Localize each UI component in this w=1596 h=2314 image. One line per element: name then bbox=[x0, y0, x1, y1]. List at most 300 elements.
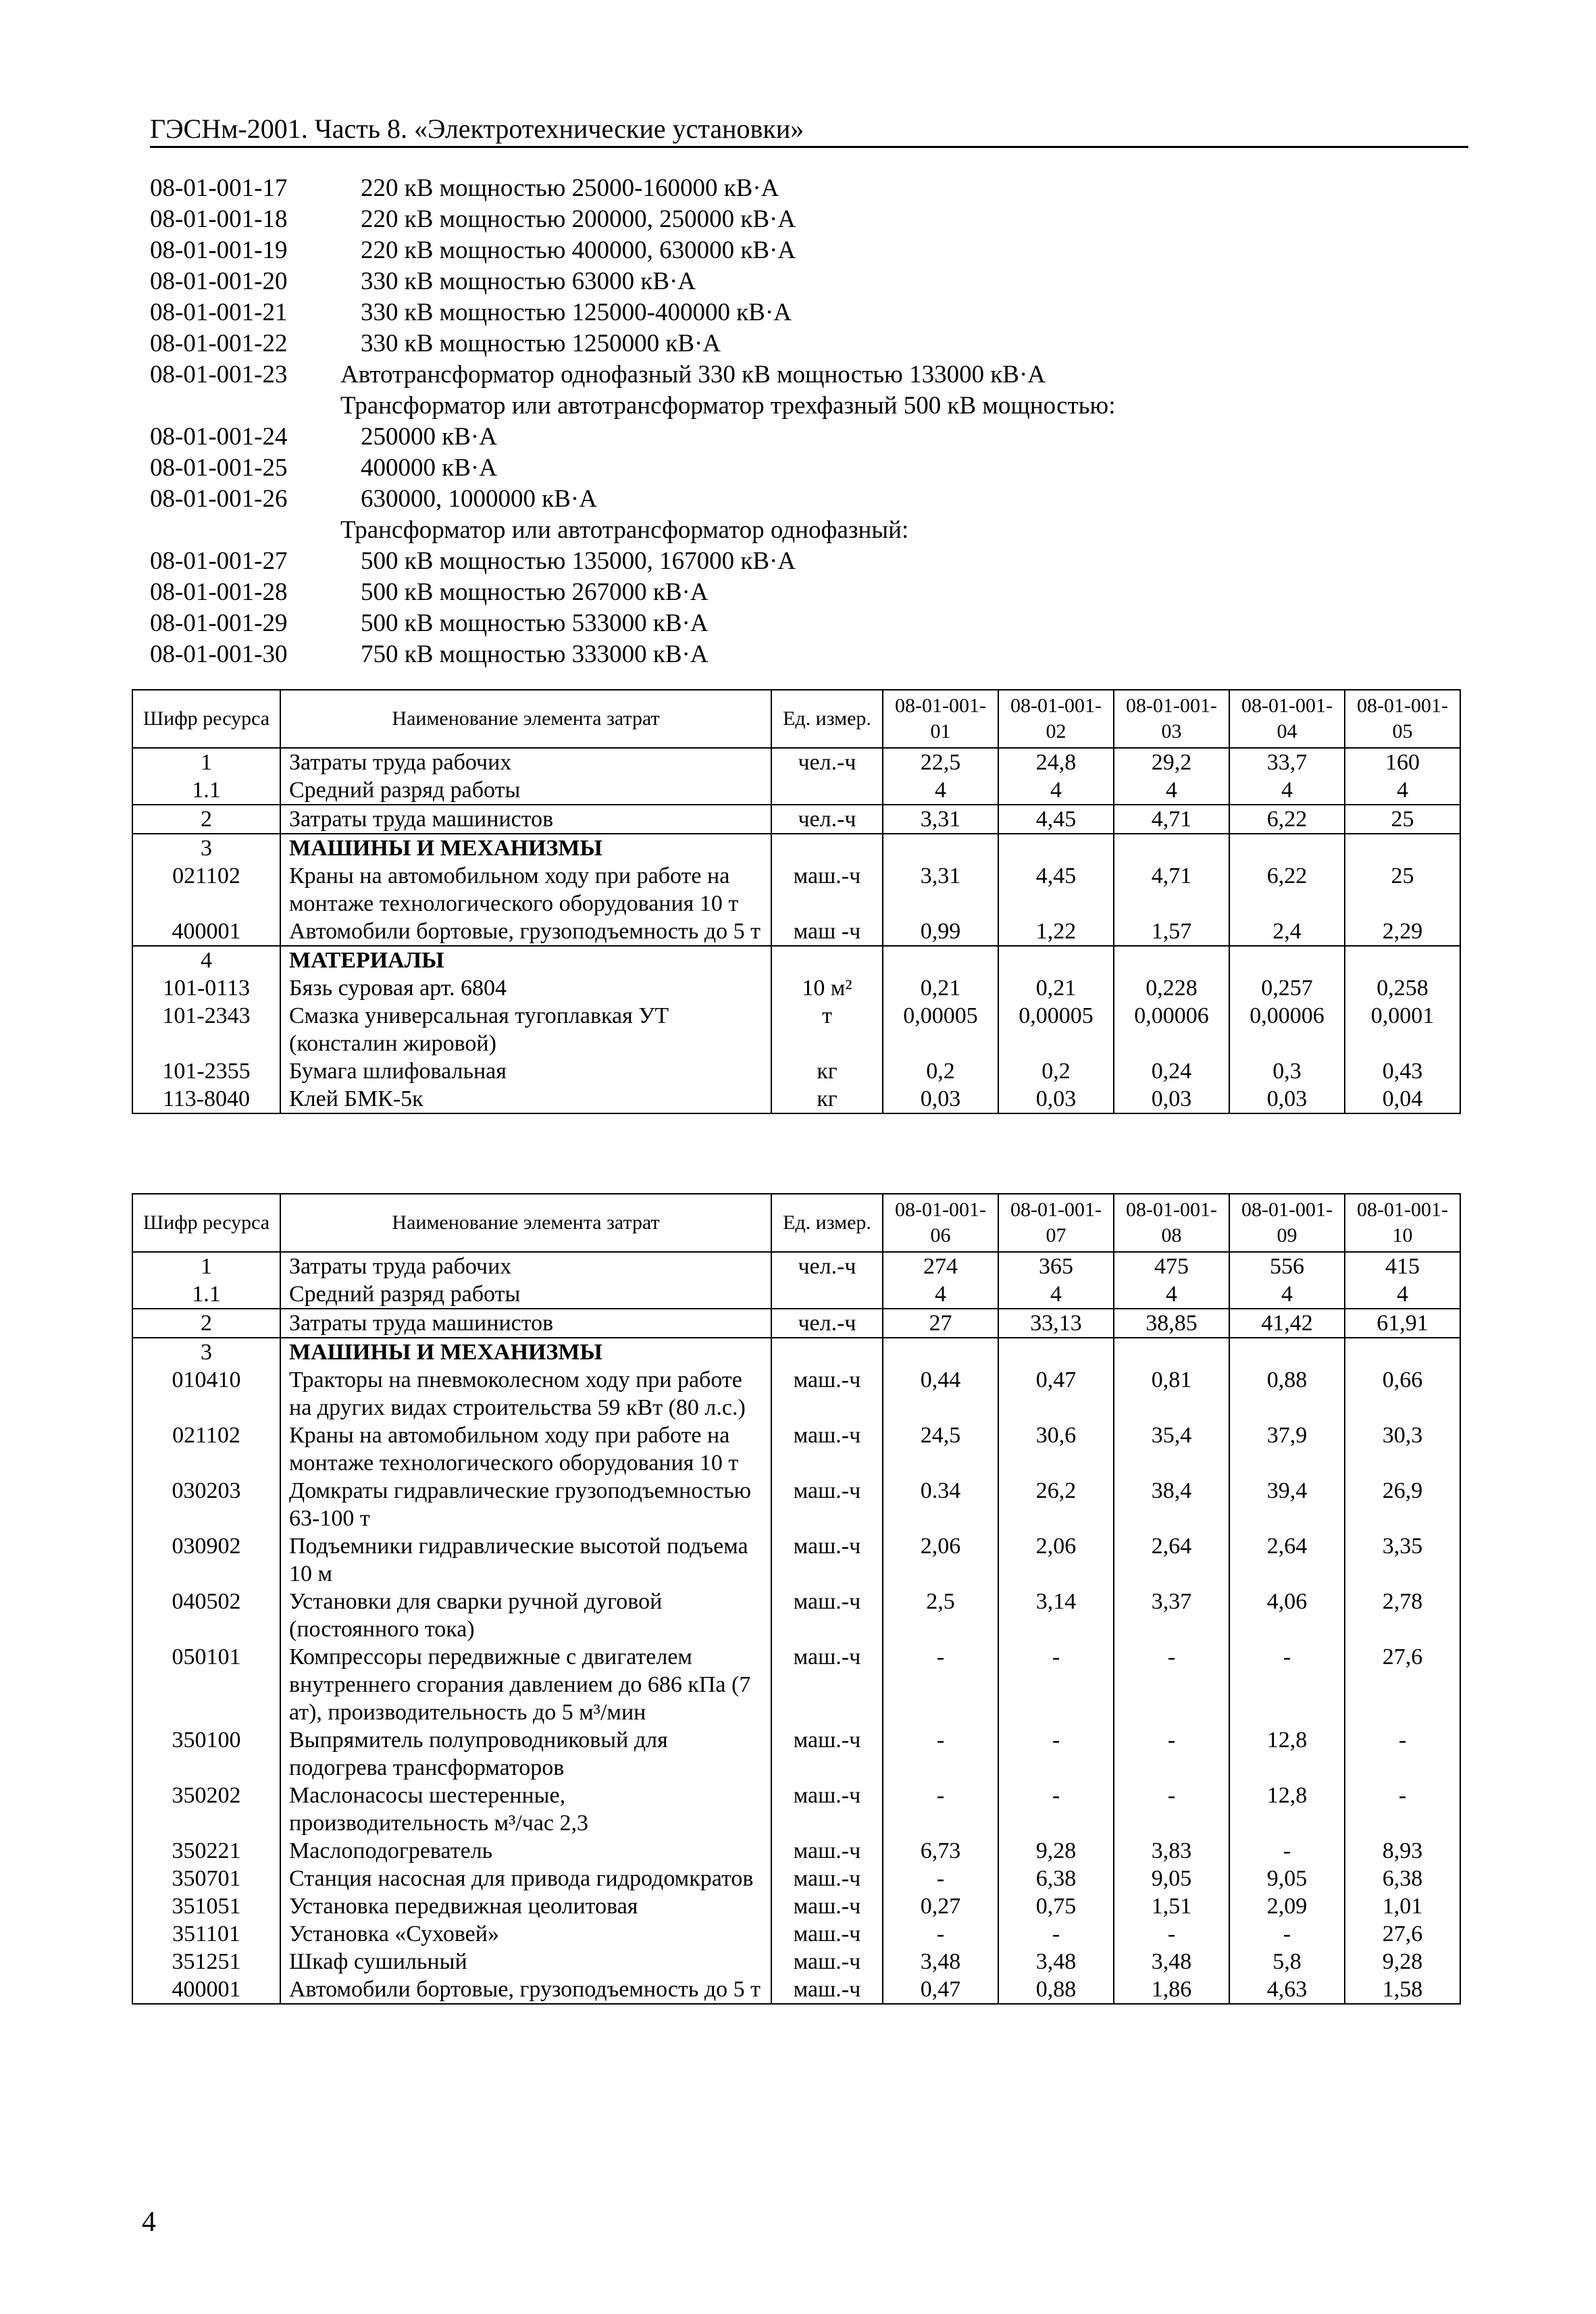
value-cell: 33,13 bbox=[998, 1309, 1114, 1338]
resource-code-cell: 030203 bbox=[132, 1477, 280, 1532]
table-row bbox=[132, 862, 1460, 917]
value-cell: 38,4 bbox=[1114, 1477, 1229, 1532]
value-cell: - bbox=[883, 1920, 998, 1948]
code-list-item bbox=[150, 173, 1474, 204]
resource-code-cell: 1 bbox=[132, 748, 280, 776]
table-row bbox=[132, 1920, 1460, 1948]
header-norm-code: 08-01-001-06 bbox=[883, 1194, 998, 1252]
header-name: Наименование элемента затрат bbox=[280, 1194, 771, 1252]
value-cell: 0,2 bbox=[998, 1057, 1114, 1085]
value-cell: - bbox=[883, 1726, 998, 1782]
unit-cell: маш -ч bbox=[771, 917, 883, 946]
value-cell: - bbox=[1345, 1726, 1460, 1782]
table-row bbox=[132, 1002, 1460, 1057]
norm-code: 08-01-001-28 bbox=[150, 578, 288, 606]
value-cell: 27,6 bbox=[1345, 1920, 1460, 1948]
norm-code: 08-01-001-17 bbox=[150, 174, 288, 202]
norm-description: Трансформатор или автотрансформатор трехфазный 500 кВ мощностью: bbox=[340, 392, 1116, 420]
cost-element-name-cell: Автомобили бортовые, грузоподъемность до 5 т bbox=[280, 917, 771, 946]
value-cell: 2,5 bbox=[883, 1588, 998, 1643]
value-cell bbox=[998, 834, 1114, 862]
cost-element-name-cell: Краны на автомобильном ходу при работе на монтаже технологического оборудования 10 т bbox=[280, 862, 771, 917]
header-unit: Ед. измер. bbox=[771, 1194, 883, 1252]
table-row bbox=[132, 974, 1460, 1002]
value-cell: 0,2 bbox=[883, 1057, 998, 1085]
unit-cell: чел.-ч bbox=[771, 1309, 883, 1338]
code-list-item bbox=[150, 453, 1474, 484]
value-cell: 4 bbox=[883, 776, 998, 805]
value-cell: 2,06 bbox=[883, 1532, 998, 1588]
section-row bbox=[132, 834, 1460, 862]
header-rule bbox=[150, 146, 1468, 148]
value-cell: 3,37 bbox=[1114, 1588, 1229, 1643]
value-cell: 1,51 bbox=[1114, 1892, 1229, 1920]
value-cell: 4,06 bbox=[1229, 1588, 1345, 1643]
value-cell: 33,7 bbox=[1229, 748, 1345, 776]
table-row bbox=[132, 805, 1460, 834]
value-cell: 12,8 bbox=[1229, 1726, 1345, 1782]
value-cell: 1,86 bbox=[1114, 1976, 1229, 2004]
cost-element-name-cell: Смазка универсальная тугоплавкая УТ (консталин жировой) bbox=[280, 1002, 771, 1057]
value-cell: 0,88 bbox=[998, 1976, 1114, 2004]
value-cell: 0,03 bbox=[998, 1085, 1114, 1113]
code-list-item bbox=[150, 422, 1474, 453]
value-cell: 4,71 bbox=[1114, 862, 1229, 917]
value-cell bbox=[883, 834, 998, 862]
header-unit: Ед. измер. bbox=[771, 690, 883, 748]
table-row bbox=[132, 1532, 1460, 1588]
unit-cell: маш.-ч bbox=[771, 1782, 883, 1837]
value-cell: 9,05 bbox=[1229, 1865, 1345, 1892]
value-cell: - bbox=[883, 1865, 998, 1892]
unit-cell: т bbox=[771, 1002, 883, 1057]
value-cell: 0.34 bbox=[883, 1477, 998, 1532]
header-norm-code: 08-01-001-01 bbox=[883, 690, 998, 748]
value-cell: 26,9 bbox=[1345, 1477, 1460, 1532]
value-cell: 29,2 bbox=[1114, 748, 1229, 776]
value-cell: 3,14 bbox=[998, 1588, 1114, 1643]
norm-description: 220 кВ мощностью 200000, 250000 кВ·А bbox=[361, 205, 796, 233]
value-cell: 1,58 bbox=[1345, 1976, 1460, 2004]
value-cell: 6,38 bbox=[1345, 1865, 1460, 1892]
value-cell: 3,48 bbox=[1114, 1948, 1229, 1976]
value-cell: 4 bbox=[1114, 1280, 1229, 1309]
norm-code: 08-01-001-21 bbox=[150, 299, 288, 326]
resource-code-cell: 3 bbox=[132, 1338, 280, 1366]
value-cell: 5,8 bbox=[1229, 1948, 1345, 1976]
value-cell: 30,6 bbox=[998, 1422, 1114, 1477]
unit-cell: кг bbox=[771, 1057, 883, 1085]
table-row bbox=[132, 1422, 1460, 1477]
value-cell: 2,4 bbox=[1229, 917, 1345, 946]
resource-code-cell: 351051 bbox=[132, 1892, 280, 1920]
resource-code-cell: 040502 bbox=[132, 1588, 280, 1643]
unit-cell: маш.-ч bbox=[771, 1532, 883, 1588]
resource-code-cell: 351101 bbox=[132, 1920, 280, 1948]
resource-code-cell: 350202 bbox=[132, 1782, 280, 1837]
header-norm-code: 08-01-001-05 bbox=[1345, 690, 1460, 748]
norm-code: 08-01-001-22 bbox=[150, 330, 288, 357]
cost-element-name-cell: Выпрямитель полупроводниковый для подогрева трансформаторов bbox=[280, 1726, 771, 1782]
norm-description: 250000 кВ·А bbox=[361, 423, 497, 451]
resource-code-cell: 010410 bbox=[132, 1366, 280, 1422]
value-cell: 0,88 bbox=[1229, 1366, 1345, 1422]
unit-cell: маш.-ч bbox=[771, 1643, 883, 1726]
resource-code-cell: 350100 bbox=[132, 1726, 280, 1782]
cost-element-name-cell: Маслоподогреватель bbox=[280, 1837, 771, 1865]
value-cell: 41,42 bbox=[1229, 1309, 1345, 1338]
value-cell: - bbox=[998, 1643, 1114, 1726]
cost-element-name-cell: Бязь суровая арт. 6804 bbox=[280, 974, 771, 1002]
value-cell bbox=[1114, 834, 1229, 862]
value-cell: 9,05 bbox=[1114, 1865, 1229, 1892]
unit-cell: маш.-ч bbox=[771, 1366, 883, 1422]
unit-cell: маш.-ч bbox=[771, 1892, 883, 1920]
value-cell: 0,81 bbox=[1114, 1366, 1229, 1422]
unit-cell: чел.-ч bbox=[771, 805, 883, 834]
table-row bbox=[132, 1366, 1460, 1422]
norm-description: 220 кВ мощностью 400000, 630000 кВ·А bbox=[361, 236, 796, 264]
unit-cell: маш.-ч bbox=[771, 1422, 883, 1477]
code-list-item bbox=[150, 328, 1474, 359]
table-row bbox=[132, 1477, 1460, 1532]
value-cell: 61,91 bbox=[1345, 1309, 1460, 1338]
cost-element-name-cell: Краны на автомобильном ходу при работе на монтаже технологического оборудования 10 т bbox=[280, 1422, 771, 1477]
table-row bbox=[132, 1726, 1460, 1782]
table-row bbox=[132, 1976, 1460, 2004]
value-cell: 9,28 bbox=[1345, 1948, 1460, 1976]
value-cell: 3,83 bbox=[1114, 1837, 1229, 1865]
value-cell: - bbox=[998, 1920, 1114, 1948]
value-cell: 0,27 bbox=[883, 1892, 998, 1920]
value-cell: 0,47 bbox=[998, 1366, 1114, 1422]
cost-element-name-cell: Клей БМК-5к bbox=[280, 1085, 771, 1113]
unit-cell: маш.-ч bbox=[771, 1865, 883, 1892]
value-cell: 25 bbox=[1345, 862, 1460, 917]
header-code: Шифр ресурса bbox=[132, 1194, 280, 1252]
header-norm-code: 08-01-001-07 bbox=[998, 1194, 1114, 1252]
unit-cell bbox=[771, 1338, 883, 1366]
norm-code: 08-01-001-24 bbox=[150, 423, 288, 451]
value-cell: 4 bbox=[883, 1280, 998, 1309]
page-header: ГЭСНм-2001. Часть 8. «Электротехнические установки» bbox=[150, 114, 804, 144]
code-list-item bbox=[150, 484, 1474, 515]
code-list-item bbox=[150, 639, 1474, 670]
unit-cell: 10 м² bbox=[771, 974, 883, 1002]
value-cell: 12,8 bbox=[1229, 1782, 1345, 1837]
code-list-item bbox=[150, 235, 1474, 266]
value-cell: - bbox=[1114, 1920, 1229, 1948]
value-cell: 274 bbox=[883, 1252, 998, 1280]
table-row bbox=[132, 1588, 1460, 1643]
value-cell: 0,3 bbox=[1229, 1057, 1345, 1085]
value-cell: 0,47 bbox=[883, 1976, 998, 2004]
norm-code: 08-01-001-27 bbox=[150, 547, 288, 575]
value-cell: 1,57 bbox=[1114, 917, 1229, 946]
resource-code-cell: 021102 bbox=[132, 862, 280, 917]
value-cell: 0,03 bbox=[1114, 1085, 1229, 1113]
unit-cell: чел.-ч bbox=[771, 748, 883, 776]
value-cell: - bbox=[1229, 1837, 1345, 1865]
value-cell: 2,78 bbox=[1345, 1588, 1460, 1643]
norm-description: 330 кВ мощностью 125000-400000 кВ·А bbox=[361, 299, 792, 326]
resource-code-cell: 030902 bbox=[132, 1532, 280, 1588]
value-cell: - bbox=[1114, 1643, 1229, 1726]
unit-cell: маш.-ч bbox=[771, 1920, 883, 1948]
norm-code-list bbox=[150, 173, 1474, 670]
value-cell: 4 bbox=[1345, 1280, 1460, 1309]
value-cell: 0,24 bbox=[1114, 1057, 1229, 1085]
cost-element-name-cell: Бумага шлифовальная bbox=[280, 1057, 771, 1085]
value-cell: 0,00005 bbox=[883, 1002, 998, 1057]
table-row bbox=[132, 1782, 1460, 1837]
value-cell: - bbox=[1114, 1726, 1229, 1782]
value-cell: - bbox=[1229, 1643, 1345, 1726]
table-row bbox=[132, 1948, 1460, 1976]
code-list-item bbox=[150, 546, 1474, 577]
unit-cell bbox=[771, 1280, 883, 1309]
value-cell: 4 bbox=[1114, 776, 1229, 805]
value-cell: 556 bbox=[1229, 1252, 1345, 1280]
cost-element-name-cell: МАШИНЫ И МЕХАНИЗМЫ bbox=[280, 834, 771, 862]
value-cell: 0,03 bbox=[883, 1085, 998, 1113]
value-cell: - bbox=[1229, 1920, 1345, 1948]
value-cell: 27 bbox=[883, 1309, 998, 1338]
code-list-item bbox=[150, 266, 1474, 297]
code-list-item bbox=[150, 359, 1474, 391]
value-cell: 2,09 bbox=[1229, 1892, 1345, 1920]
value-cell: 1,01 bbox=[1345, 1892, 1460, 1920]
value-cell bbox=[1345, 946, 1460, 974]
header-norm-code: 08-01-001-08 bbox=[1114, 1194, 1229, 1252]
resource-table-2 bbox=[132, 1193, 1461, 2005]
value-cell: 3,31 bbox=[883, 862, 998, 917]
code-list-item bbox=[150, 515, 1474, 546]
value-cell: 2,06 bbox=[998, 1532, 1114, 1588]
norm-description: 500 кВ мощностью 135000, 167000 кВ·А bbox=[361, 547, 796, 575]
code-list-item bbox=[150, 577, 1474, 608]
norm-code: 08-01-001-19 bbox=[150, 236, 288, 264]
value-cell: 1,22 bbox=[998, 917, 1114, 946]
table-row bbox=[132, 1085, 1460, 1113]
header-norm-code: 08-01-001-02 bbox=[998, 690, 1114, 748]
table-header-row bbox=[132, 1194, 1460, 1252]
section-row bbox=[132, 946, 1460, 974]
header-norm-code: 08-01-001-09 bbox=[1229, 1194, 1345, 1252]
value-cell: 22,5 bbox=[883, 748, 998, 776]
value-cell: 30,3 bbox=[1345, 1422, 1460, 1477]
value-cell: 27,6 bbox=[1345, 1643, 1460, 1726]
value-cell: 0,66 bbox=[1345, 1366, 1460, 1422]
value-cell: - bbox=[883, 1643, 998, 1726]
cost-element-name-cell: Затраты труда рабочих bbox=[280, 748, 771, 776]
value-cell: - bbox=[998, 1782, 1114, 1837]
value-cell: 0,0001 bbox=[1345, 1002, 1460, 1057]
resource-code-cell: 351251 bbox=[132, 1948, 280, 1976]
value-cell: 0,21 bbox=[998, 974, 1114, 1002]
unit-cell: маш.-ч bbox=[771, 1948, 883, 1976]
value-cell: 0,04 bbox=[1345, 1085, 1460, 1113]
value-cell: 26,2 bbox=[998, 1477, 1114, 1532]
page-number: 4 bbox=[142, 2207, 156, 2238]
table-row bbox=[132, 1057, 1460, 1085]
norm-description: 220 кВ мощностью 25000-160000 кВ·А bbox=[361, 174, 779, 202]
table-row bbox=[132, 1865, 1460, 1892]
value-cell: 6,73 bbox=[883, 1837, 998, 1865]
cost-element-name-cell: Компрессоры передвижные с двигателем внутреннего сгорания давлением до 686 кПа (7 ат), производительность до 5 м³/мин bbox=[280, 1643, 771, 1726]
code-list-item bbox=[150, 297, 1474, 328]
value-cell: 0,228 bbox=[1114, 974, 1229, 1002]
value-cell bbox=[1345, 1338, 1460, 1366]
cost-element-name-cell: Установки для сварки ручной дуговой (постоянного тока) bbox=[280, 1588, 771, 1643]
value-cell: 0,21 bbox=[883, 974, 998, 1002]
resource-code-cell: 101-2343 bbox=[132, 1002, 280, 1057]
unit-cell bbox=[771, 834, 883, 862]
value-cell: 365 bbox=[998, 1252, 1114, 1280]
value-cell bbox=[1345, 834, 1460, 862]
value-cell: 0,99 bbox=[883, 917, 998, 946]
unit-cell: чел.-ч bbox=[771, 1252, 883, 1280]
norm-description: 400000 кВ·А bbox=[361, 454, 497, 482]
value-cell: 0,03 bbox=[1229, 1085, 1345, 1113]
value-cell: 9,28 bbox=[998, 1837, 1114, 1865]
resource-code-cell: 400001 bbox=[132, 917, 280, 946]
resource-code-cell: 113-8040 bbox=[132, 1085, 280, 1113]
value-cell bbox=[998, 1338, 1114, 1366]
value-cell: 0,75 bbox=[998, 1892, 1114, 1920]
value-cell: 4 bbox=[998, 776, 1114, 805]
value-cell: - bbox=[883, 1782, 998, 1837]
value-cell: 6,38 bbox=[998, 1865, 1114, 1892]
resource-code-cell: 021102 bbox=[132, 1422, 280, 1477]
cost-element-name-cell: Тракторы на пневмоколесном ходу при работе на других видах строительства 59 кВт (80 л.с.) bbox=[280, 1366, 771, 1422]
section-row bbox=[132, 1338, 1460, 1366]
value-cell: 3,35 bbox=[1345, 1532, 1460, 1588]
value-cell: 0,43 bbox=[1345, 1057, 1460, 1085]
value-cell bbox=[883, 1338, 998, 1366]
table-row bbox=[132, 1252, 1460, 1280]
unit-cell: маш.-ч bbox=[771, 1726, 883, 1782]
norm-code: 08-01-001-18 bbox=[150, 205, 288, 233]
resource-code-cell: 050101 bbox=[132, 1643, 280, 1726]
value-cell: 0,00006 bbox=[1229, 1002, 1345, 1057]
table-row bbox=[132, 776, 1460, 805]
value-cell: 25 bbox=[1345, 805, 1460, 834]
value-cell: 2,64 bbox=[1229, 1532, 1345, 1588]
norm-code: 08-01-001-20 bbox=[150, 268, 288, 295]
cost-element-name-cell: Шкаф сушильный bbox=[280, 1948, 771, 1976]
value-cell: 4 bbox=[1345, 776, 1460, 805]
value-cell: 4,45 bbox=[998, 862, 1114, 917]
value-cell: 0,00005 bbox=[998, 1002, 1114, 1057]
resource-code-cell: 101-0113 bbox=[132, 974, 280, 1002]
value-cell: 4,45 bbox=[998, 805, 1114, 834]
value-cell bbox=[998, 946, 1114, 974]
code-list-item bbox=[150, 204, 1474, 235]
norm-description: 330 кВ мощностью 63000 кВ·А bbox=[361, 268, 696, 295]
header-name: Наименование элемента затрат bbox=[280, 690, 771, 748]
table-row bbox=[132, 1309, 1460, 1338]
cost-element-name-cell: Маслонасосы шестеренные, производительность м³/час 2,3 bbox=[280, 1782, 771, 1837]
resource-code-cell: 3 bbox=[132, 834, 280, 862]
value-cell: 39,4 bbox=[1229, 1477, 1345, 1532]
norm-description: Автотрансформатор однофазный 330 кВ мощностью 133000 кВ·А bbox=[340, 361, 1046, 388]
resource-table-1 bbox=[132, 689, 1461, 1114]
resource-code-cell: 4 bbox=[132, 946, 280, 974]
table-row bbox=[132, 748, 1460, 776]
value-cell: 475 bbox=[1114, 1252, 1229, 1280]
table-row bbox=[132, 1280, 1460, 1309]
cost-element-name-cell: Домкраты гидравлические грузоподъемностью 63-100 т bbox=[280, 1477, 771, 1532]
cost-element-name-cell: Средний разряд работы bbox=[280, 776, 771, 805]
value-cell: 3,48 bbox=[883, 1948, 998, 1976]
value-cell: 37,9 bbox=[1229, 1422, 1345, 1477]
header-code: Шифр ресурса bbox=[132, 690, 280, 748]
code-list-item bbox=[150, 391, 1474, 422]
resource-code-cell: 350221 bbox=[132, 1837, 280, 1865]
cost-element-name-cell: Автомобили бортовые, грузоподъемность до 5 т bbox=[280, 1976, 771, 2004]
value-cell: 0,258 bbox=[1345, 974, 1460, 1002]
value-cell bbox=[1114, 1338, 1229, 1366]
norm-description: 630000, 1000000 кВ·А bbox=[361, 485, 597, 513]
value-cell: 4 bbox=[1229, 776, 1345, 805]
norm-description: 500 кВ мощностью 267000 кВ·А bbox=[361, 578, 709, 606]
unit-cell bbox=[771, 776, 883, 805]
value-cell: 2,64 bbox=[1114, 1532, 1229, 1588]
value-cell: 38,85 bbox=[1114, 1309, 1229, 1338]
resource-code-cell: 1.1 bbox=[132, 1280, 280, 1309]
value-cell: 415 bbox=[1345, 1252, 1460, 1280]
table-row bbox=[132, 1837, 1460, 1865]
value-cell bbox=[883, 946, 998, 974]
norm-description: 500 кВ мощностью 533000 кВ·А bbox=[361, 609, 709, 637]
cost-element-name-cell: Подъемники гидравлические высотой подъема 10 м bbox=[280, 1532, 771, 1588]
header-norm-code: 08-01-001-10 bbox=[1345, 1194, 1460, 1252]
value-cell: 3,48 bbox=[998, 1948, 1114, 1976]
value-cell: 35,4 bbox=[1114, 1422, 1229, 1477]
value-cell bbox=[1229, 946, 1345, 974]
resource-code-cell: 2 bbox=[132, 805, 280, 834]
norm-code: 08-01-001-25 bbox=[150, 454, 288, 482]
value-cell: 4,63 bbox=[1229, 1976, 1345, 2004]
value-cell: - bbox=[1114, 1782, 1229, 1837]
header-norm-code: 08-01-001-03 bbox=[1114, 690, 1229, 748]
norm-code: 08-01-001-23 bbox=[150, 361, 288, 388]
resource-code-cell: 1 bbox=[132, 1252, 280, 1280]
norm-description: 330 кВ мощностью 1250000 кВ·А bbox=[361, 330, 721, 357]
cost-element-name-cell: Средний разряд работы bbox=[280, 1280, 771, 1309]
value-cell: - bbox=[1345, 1782, 1460, 1837]
value-cell: 2,29 bbox=[1345, 917, 1460, 946]
unit-cell: маш.-ч bbox=[771, 1477, 883, 1532]
norm-description: 750 кВ мощностью 333000 кВ·А bbox=[361, 640, 709, 668]
cost-element-name-cell: Затраты труда рабочих bbox=[280, 1252, 771, 1280]
table-row bbox=[132, 917, 1460, 946]
value-cell: 24,8 bbox=[998, 748, 1114, 776]
resource-code-cell: 2 bbox=[132, 1309, 280, 1338]
resource-code-cell: 350701 bbox=[132, 1865, 280, 1892]
cost-element-name-cell: Затраты труда машинистов bbox=[280, 805, 771, 834]
resource-code-cell: 1.1 bbox=[132, 776, 280, 805]
norm-code: 08-01-001-26 bbox=[150, 485, 288, 513]
table-row bbox=[132, 1892, 1460, 1920]
resource-code-cell: 400001 bbox=[132, 1976, 280, 2004]
cost-element-name-cell: МАТЕРИАЛЫ bbox=[280, 946, 771, 974]
value-cell: 0,257 bbox=[1229, 974, 1345, 1002]
header-norm-code: 08-01-001-04 bbox=[1229, 690, 1345, 748]
norm-description: Трансформатор или автотрансформатор однофазный: bbox=[340, 516, 909, 544]
unit-cell bbox=[771, 946, 883, 974]
